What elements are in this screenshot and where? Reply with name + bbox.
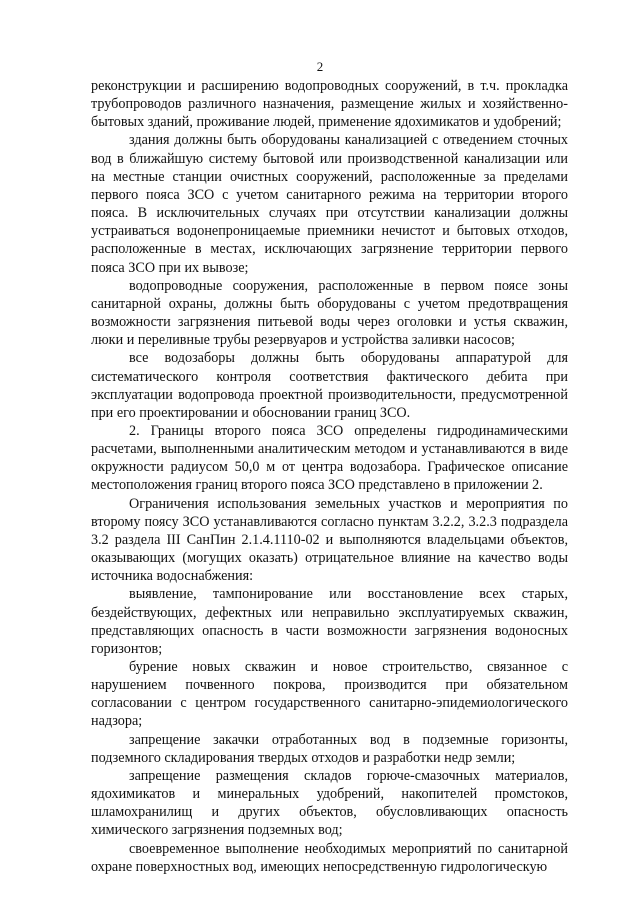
document-body bbox=[91, 77, 568, 876]
page-number: 2 bbox=[316, 59, 324, 74]
paragraph-buildings-sewerage: здания должны быть оборудованы канализацией с отведением сточных вод в ближайшую систему бытовой или производственной канализации или на местные станции очистных сооружений, расположенные за пределами первого пояса ЗСО с учетом санитарного режима на территории второго пояса. В исключительных случаях при отсутствии канализации должны устраиваться водонепроницаемые приемники нечистот и бытовых отходов, расположенные в местах, исключающих загрязнение территории первого пояса ЗСО при их вывозе; bbox=[91, 132, 568, 276]
paragraph-surface-water-protection: своевременное выполнение необходимых мероприятий по санитарной охране поверхностных вод, имеющих непосредственную гидрологическую bbox=[91, 840, 568, 875]
paragraph-water-intakes: все водозаборы должны быть оборудованы аппаратурой для систематического контроля соответствия фактического дебита при эксплуатации водопровода проектной производительности, предусмотренной при его проектировании и обосновании границ ЗСО. bbox=[91, 350, 568, 421]
paragraph-water-facilities: водопроводные сооружения, расположенные в первом поясе зоны санитарной охраны, должны быть оборудованы с учетом предотвращения возможности загрязнения питьевой воды через оголовки и устья скважин, люки и переливные трубы резервуаров и устройства заливки насосов; bbox=[91, 277, 568, 349]
paragraph-storage-ban: запрещение размещения складов горюче-смазочных материалов, ядохимикатов и минеральных удобрений, накопителей промстоков, шламохранилищ и других объектов, обусловливающих опасность химического загрязнения подземных вод; bbox=[91, 767, 568, 839]
paragraph-wells-identification: выявление, тампонирование или восстановление всех старых, бездействующих, дефектных или неправильно эксплуатируемых скважин, представляющих опасность в части возможности загрязнения водоносных горизонтов; bbox=[91, 586, 568, 657]
paragraph-continued-reconstruction: реконструкции и расширению водопроводных сооружений, в т.ч. прокладка трубопроводов различного назначения, размещение жилых и хозяйственно-бытовых зданий, проживание людей, применение ядохимикатов и удобрений; bbox=[91, 78, 568, 131]
paragraph-second-belt-boundaries: 2. Границы второго пояса ЗСО определены гидродинамическими расчетами, выполненными аналитическим методом и устанавливаются в виде окружности радиусом 50,0 м от центра водозабора. Графическое описание местоположения границ второго пояса ЗСО представлено в приложении 2. bbox=[91, 422, 568, 494]
paragraph-injection-ban: запрещение закачки отработанных вод в подземные горизонты, подземного складирования твердых отходов и разработки недр земли; bbox=[91, 731, 568, 766]
paragraph-new-drilling: бурение новых скважин и новое строительство, связанное с нарушением почвенного покрова, производится при обязательном согласовании с центром государственного санитарно-эпидемиологического надзора; bbox=[91, 659, 568, 730]
paragraph-land-use-restrictions: Ограничения использования земельных участков и мероприятия по второму поясу ЗСО устанавливаются согласно пунктам 3.2.2, 3.2.3 подраздела 3.2 раздела III СанПин 2.1.4.1110-02 и выполняются владельцами объектов, оказывающих (могущих оказать) отрицательное влияние на качество воды источника водоснабжения: bbox=[91, 495, 568, 585]
